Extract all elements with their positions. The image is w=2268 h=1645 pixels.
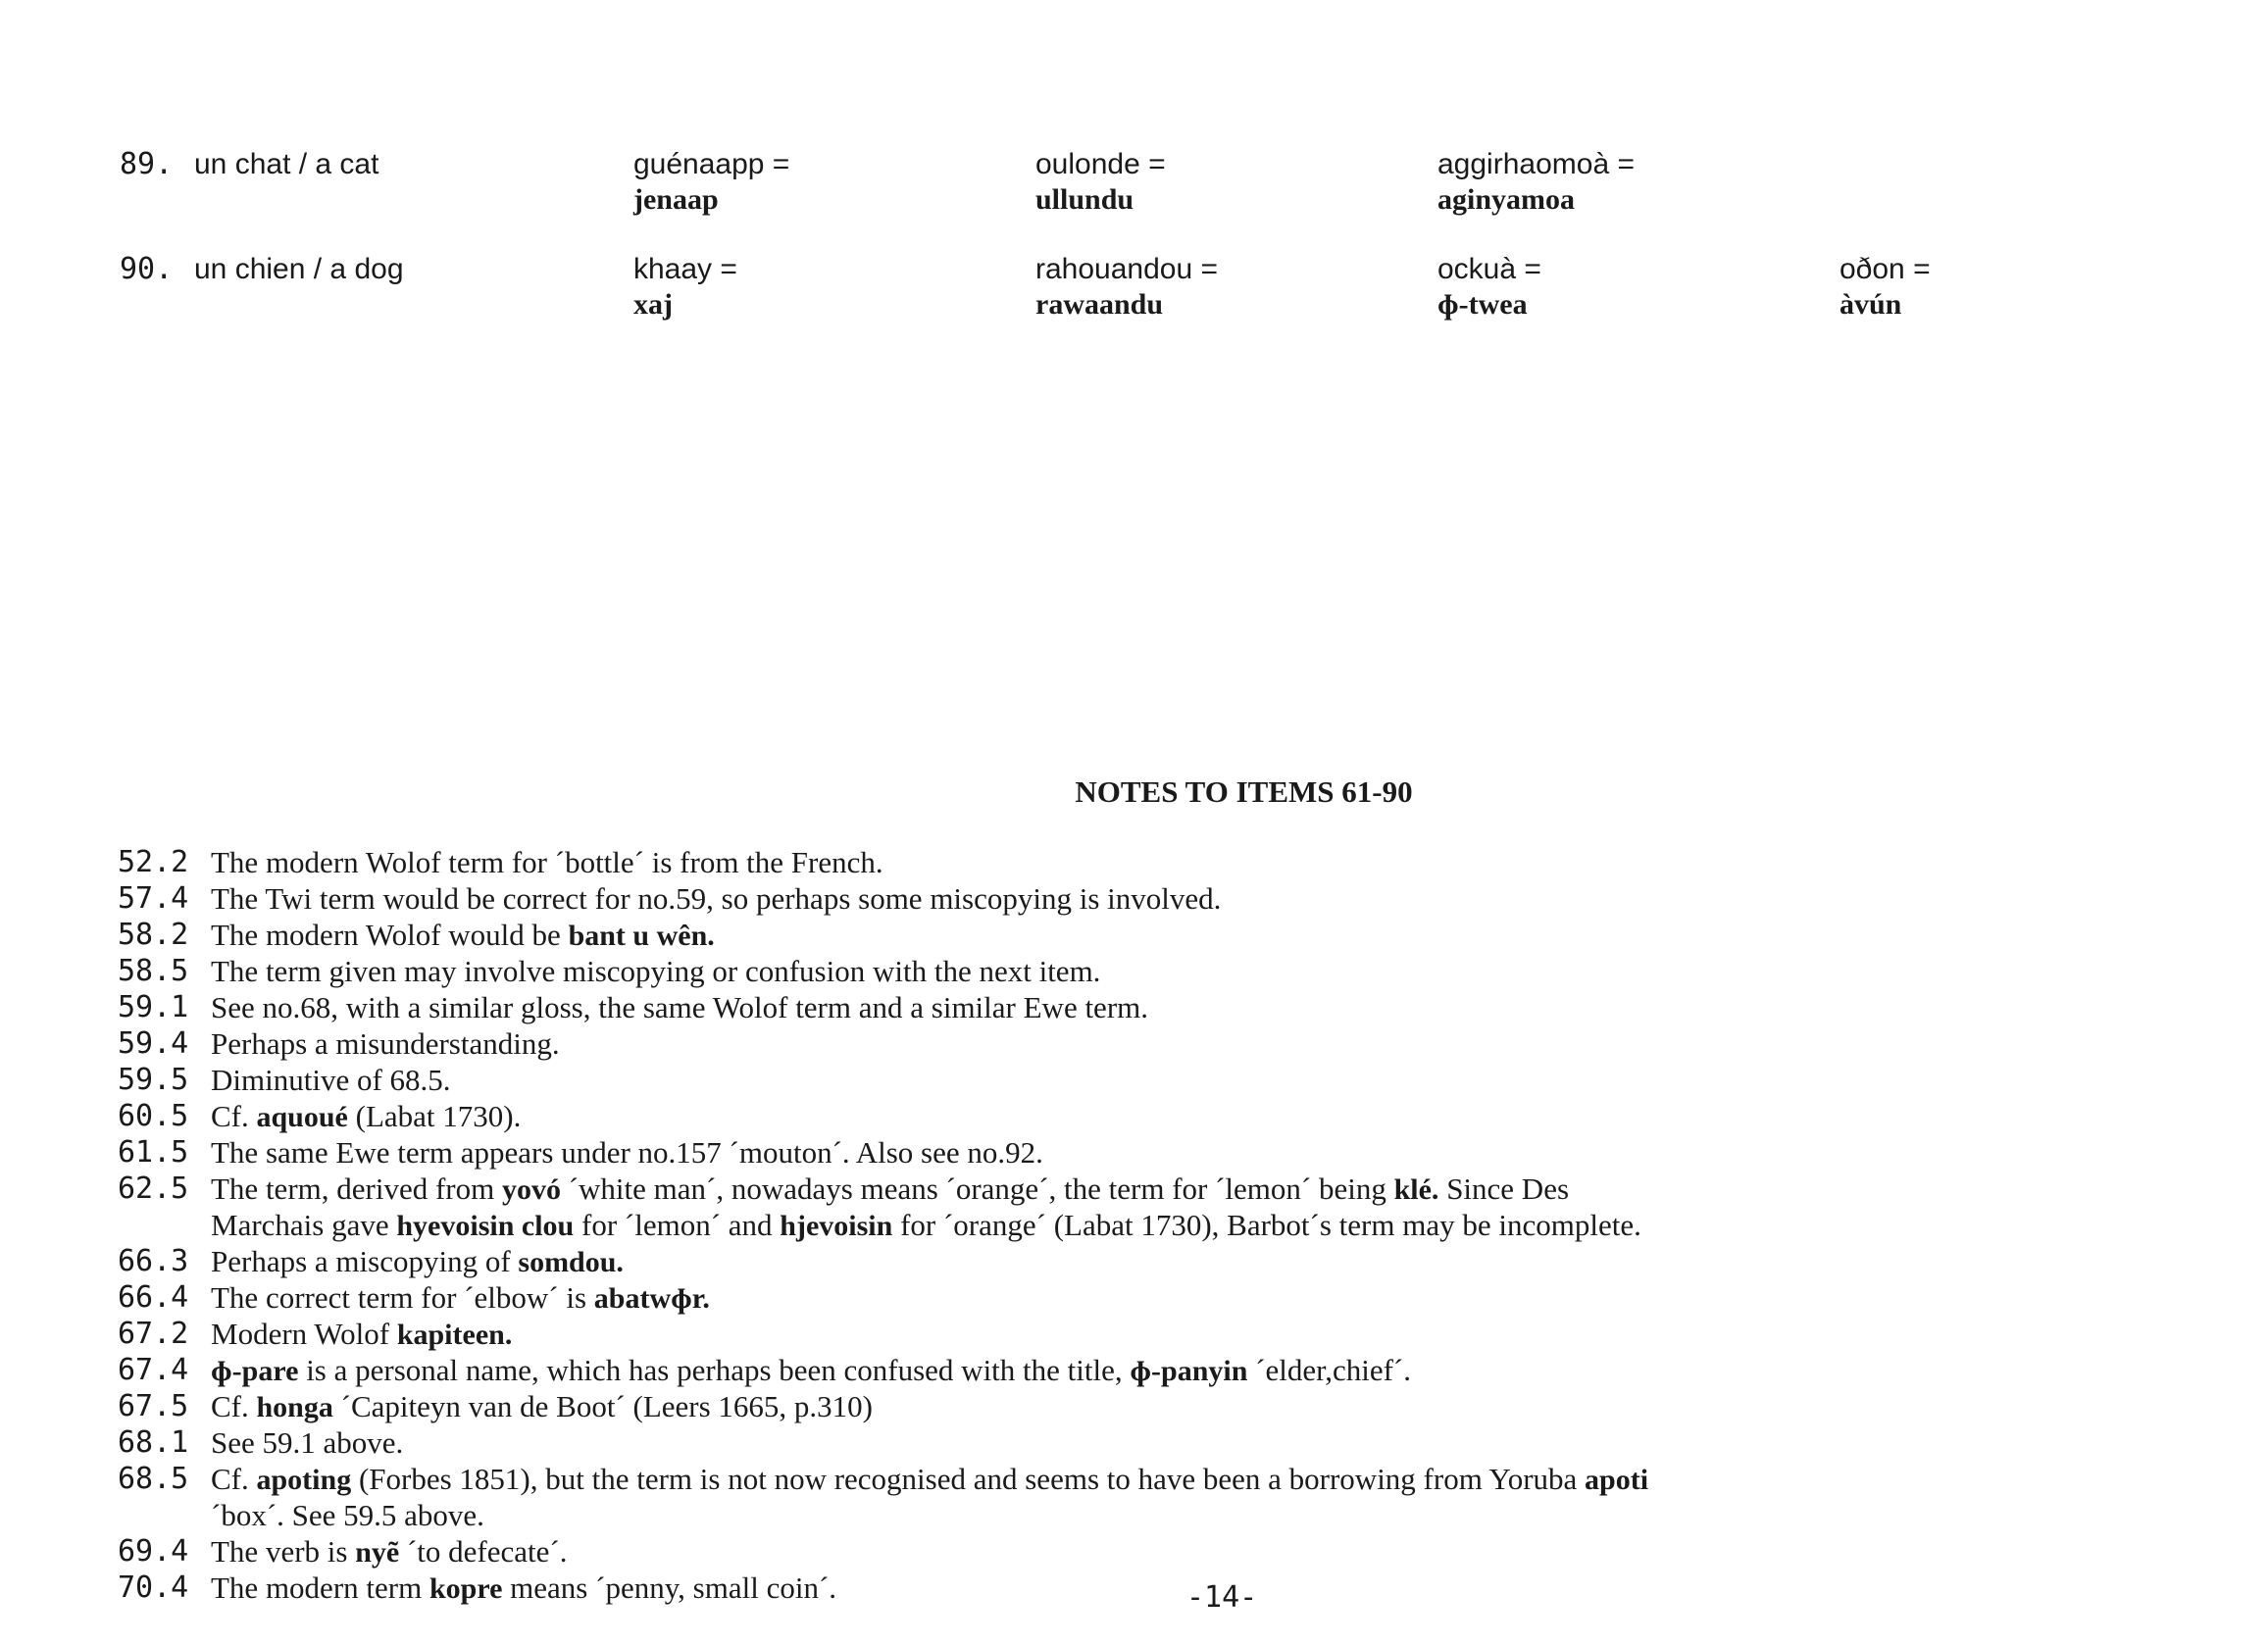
wolof-form [633, 252, 737, 323]
original-form: oðon = [1840, 253, 1931, 285]
modern-form: xaj [633, 288, 673, 321]
note-line [118, 1208, 2196, 1244]
original-form: khaay = [633, 253, 737, 285]
note-number: 59.4 [118, 1026, 189, 1061]
form-column-2 [1035, 147, 1166, 218]
original-form: guénaapp = [633, 148, 790, 180]
note-term: bant u wên. [568, 920, 715, 952]
vocab-entry-90 [120, 252, 2179, 330]
modern-form: ullundu [1035, 183, 1134, 216]
note-line [118, 990, 2196, 1026]
form-column-3 [1437, 147, 1635, 218]
original-form: ockuà = [1437, 253, 1541, 285]
note-text: Perhaps a miscopying of [211, 1244, 519, 1278]
note-text: means ´penny, small coin´. [502, 1570, 837, 1605]
note-line [118, 1026, 2196, 1063]
note-text: ´Capiteyn van de Boot´ (Leers 1665, p.310) [332, 1389, 873, 1423]
note-text: (Forbes 1851), but the term is not now recognised and seems to have been a borrowing from Yoruba [351, 1462, 1586, 1496]
note-term: klé. [1393, 1173, 1439, 1206]
note-number: 52.2 [118, 845, 189, 879]
note-number: 68.1 [118, 1425, 189, 1460]
note-text: Cf. [211, 1462, 257, 1496]
note-term: yovó [501, 1173, 561, 1206]
note-term: somdou. [518, 1246, 624, 1278]
note-text: The term given may involve miscopying or confusion with the next item. [211, 954, 1101, 988]
note-number: 61.5 [118, 1135, 189, 1170]
modern-form: rawaandu [1035, 288, 1164, 321]
original-form: oulonde = [1035, 148, 1166, 180]
note-number: 68.5 [118, 1462, 189, 1496]
note-line [118, 845, 2196, 881]
entry-number: 90. [120, 252, 174, 286]
wolof-form [633, 147, 789, 218]
notes-heading-text: NOTES TO ITEMS 61-90 [1075, 774, 1413, 809]
note-text: Cf. [211, 1099, 257, 1133]
note-text: ´white man´, nowadays means ´orange´, the term for ´lemon´ being [560, 1171, 1394, 1206]
note-line [118, 954, 2196, 990]
note-text: Perhaps a misunderstanding. [211, 1026, 560, 1061]
note-term: hjevoisin [780, 1210, 893, 1242]
note-text: The same Ewe term appears under no.157 ´mouton´. Also see no.92. [211, 1135, 1043, 1170]
note-line [118, 881, 2196, 918]
note-number: 60.5 [118, 1099, 189, 1133]
note-number: 67.2 [118, 1317, 189, 1351]
note-term: kopre [428, 1572, 503, 1605]
note-number: 69.4 [118, 1534, 189, 1569]
note-text: for ´orange´ (Labat 1730), Barbot´s term may be incomplete. [892, 1208, 1641, 1242]
note-line [118, 1099, 2196, 1135]
note-line [118, 1462, 2196, 1498]
vocab-entry-89 [120, 147, 2179, 225]
note-text: Since Des [1438, 1171, 1570, 1206]
note-number: 57.4 [118, 881, 189, 916]
note-term: abatwɸr. [593, 1282, 710, 1315]
note-number: 66.4 [118, 1280, 189, 1315]
note-text: Cf. [211, 1389, 257, 1423]
note-line [118, 1353, 2196, 1389]
note-line [118, 1063, 2196, 1099]
note-number: 58.2 [118, 918, 189, 952]
form-column-4 [1840, 252, 1931, 323]
note-term: honga [256, 1391, 333, 1423]
note-line [118, 1135, 2196, 1171]
note-term: kapiteen. [396, 1319, 513, 1351]
form-column-2 [1035, 252, 1218, 323]
note-line [118, 1317, 2196, 1353]
note-text: for ´lemon´ and [574, 1208, 781, 1242]
note-text: Marchais gave [211, 1208, 397, 1242]
note-number: 67.5 [118, 1389, 189, 1423]
note-term: hyevoisin clou [396, 1210, 575, 1242]
note-number: 59.1 [118, 990, 189, 1024]
note-text: The term, derived from [211, 1171, 502, 1206]
note-term: apoting [256, 1464, 352, 1496]
note-term: ɸ-panyin [1130, 1355, 1248, 1387]
note-text: See 59.1 above. [211, 1425, 404, 1460]
note-text: The modern Wolof would be [211, 918, 569, 952]
note-line [118, 1389, 2196, 1425]
page-number: -14- [1186, 1580, 1258, 1615]
modern-form: àvún [1840, 288, 1902, 321]
note-line [118, 1171, 2196, 1208]
note-line [118, 1498, 2196, 1534]
original-form: aggirhaomoà = [1437, 148, 1635, 180]
note-number: 59.5 [118, 1063, 189, 1097]
note-text: The correct term for ´elbow´ is [211, 1280, 594, 1315]
form-column-3 [1437, 252, 1541, 323]
note-term: ɸ-pare [211, 1355, 299, 1387]
note-line [118, 1570, 2196, 1607]
note-line [118, 1244, 2196, 1280]
note-number: 58.5 [118, 954, 189, 988]
note-text: (Labat 1730). [347, 1099, 522, 1133]
modern-form: jenaap [633, 183, 719, 216]
note-text: is a personal name, which has perhaps been confused with the title, [298, 1353, 1131, 1387]
notes-list [118, 845, 2196, 1607]
note-text: ´elder,chief´. [1247, 1353, 1412, 1387]
note-text: See no.68, with a similar gloss, the same Wolof term and a similar Ewe term. [211, 990, 1149, 1024]
modern-form: aginyamoa [1437, 183, 1576, 216]
note-line [118, 1425, 2196, 1462]
note-text: ´to defecate´. [399, 1534, 568, 1569]
modern-form: ɸ-twea [1437, 288, 1528, 321]
note-term: apoti [1585, 1464, 1649, 1496]
note-text: The modern Wolof term for ´bottle´ is from the French. [211, 845, 883, 879]
entry-gloss: un chat / a cat [194, 148, 379, 180]
notes-heading [0, 774, 2268, 810]
original-form: rahouandou = [1035, 253, 1219, 285]
note-text: The modern term [211, 1570, 429, 1605]
note-text: Diminutive of 68.5. [211, 1063, 451, 1097]
note-number: 66.3 [118, 1244, 189, 1278]
note-line [118, 1280, 2196, 1317]
entry-number: 89. [120, 147, 174, 181]
note-number: 67.4 [118, 1353, 189, 1387]
note-text: The verb is [211, 1534, 356, 1569]
note-line [118, 918, 2196, 954]
note-number: 62.5 [118, 1171, 189, 1206]
note-term: aquoué [256, 1101, 348, 1133]
note-text: Modern Wolof [211, 1317, 397, 1351]
entry-gloss: un chien / a dog [194, 253, 404, 285]
note-text: The Twi term would be correct for no.59, so perhaps some miscopying is involved. [211, 881, 1222, 916]
note-term: nyẽ [355, 1536, 400, 1569]
note-number: 70.4 [118, 1570, 189, 1605]
note-text: ´box´. See 59.5 above. [211, 1498, 484, 1532]
note-line [118, 1534, 2196, 1570]
